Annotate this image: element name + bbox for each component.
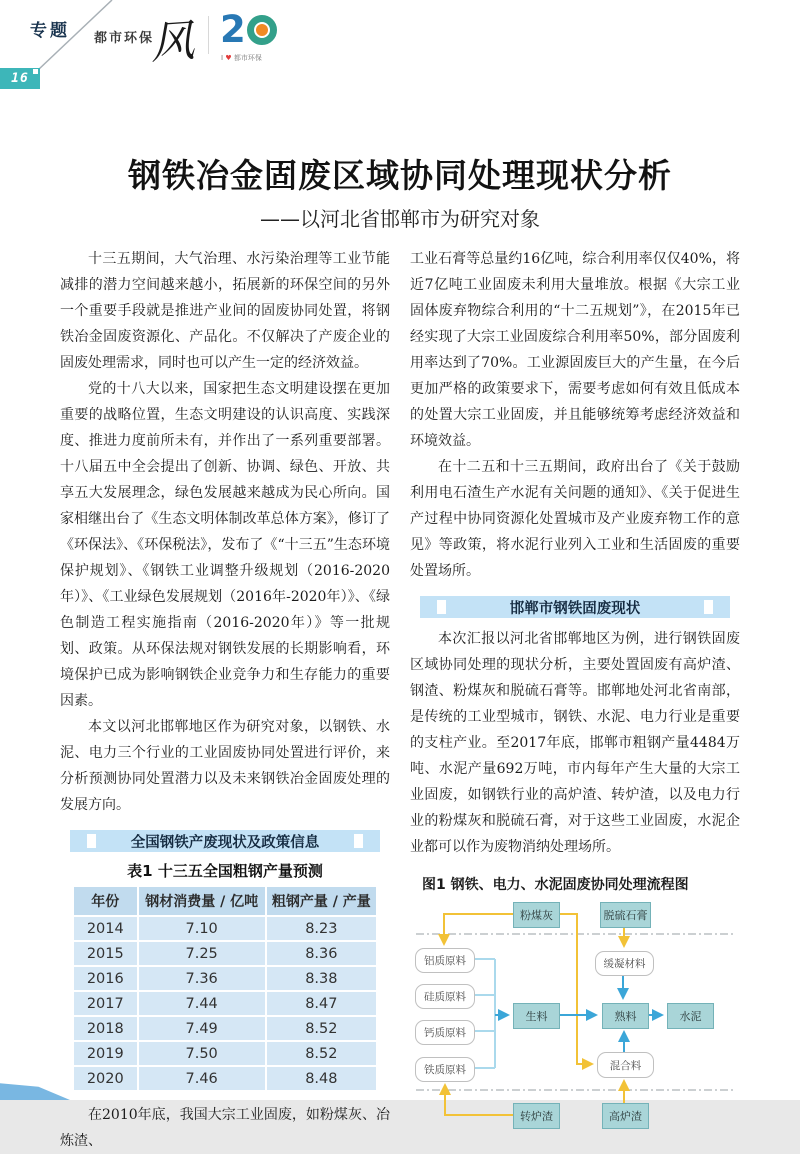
topic-label: 专题 — [30, 21, 70, 41]
badge-notch — [33, 69, 38, 74]
table-row — [74, 1067, 376, 1090]
crude-steel-forecast-table — [72, 885, 378, 1092]
raw-material-bus — [473, 959, 495, 1068]
cell-output: 8.47 — [267, 992, 376, 1015]
table-caption: 表1 十三五全国粗钢产量预测 — [127, 862, 323, 880]
col-header-year: 年份 — [74, 887, 137, 915]
page-number: 16 — [11, 71, 29, 86]
cell-year: 2014 — [74, 917, 137, 940]
col-header-consumption: 钢材消费量 / 亿吨 — [139, 887, 265, 915]
node-blast-furnace-slag: 高炉渣 — [602, 1103, 649, 1129]
right-column — [410, 246, 740, 1133]
cell-output: 8.52 — [267, 1042, 376, 1065]
cell-output: 8.38 — [267, 967, 376, 990]
cell-output: 8.36 — [267, 942, 376, 965]
section-title-handan-status: 邯郸市钢铁固废现状 — [509, 600, 641, 617]
paragraph-left-1: 十三五期间，大气治理、水污染治理等工业节能减排的潜力空间越来越小，拓展新的环保空间的另外一个重要手段就是推进产业间的固废协同处置，将钢铁冶金固废资源化、产品化。不仅解决了产废企业的固废处理需求，同时也可以产生一定的经济效益。 — [60, 251, 390, 371]
figure-caption: 图1 钢铁、电力、水泥固废协同处理流程图 — [422, 877, 689, 893]
cell-output: 8.48 — [267, 1067, 376, 1090]
banner-notch-right — [704, 600, 713, 614]
anniversary-ring-icon — [247, 15, 277, 45]
node-retarder-material: 缓凝材料 — [595, 951, 654, 976]
table-header-row — [74, 887, 376, 915]
table-row — [74, 1042, 376, 1065]
page-subtitle: ——以河北省邯郸市为研究对象 — [260, 207, 540, 231]
node-ferrous-material: 铁质原料 — [415, 1057, 475, 1082]
node-siliceous-material: 硅质原料 — [415, 984, 475, 1009]
tagline-prefix: I — [221, 54, 224, 62]
anniversary-logo — [220, 8, 277, 51]
paragraph-left-2: 党的十八大以来，国家把生态文明建设摆在更加重要的战略位置，生态文明建设的认识高度、实践深度、推进力度前所未有，并作出了一系列重要部署。十八届五中全会提出了创新、协调、绿色、开放、共享五大发展理念，绿色发展越来越成为民心所向。国家相继出台了《生态文明体制改革总体方案》，修订了《环保法》、《环保税法》，发布了《“十三五”生态环境保护规划》、《钢铁工业调整升级规划（2016-2020年）》、《工业绿色发展规划（2016年-2020年）》、《绿色制造工程实施指南（2016-2020年）》等一批规划、政策。从环保法规对钢铁发展的长期影响看，环境保护已成为影响钢铁企业竞争力和生存能力的重要因素。 — [60, 381, 390, 709]
paragraph-left-4: 在2010年底，我国大宗工业固废，如粉煤灰、冶炼渣、 — [60, 1107, 390, 1149]
page-title: 钢铁冶金固废区域协同处理现状分析 — [128, 156, 672, 195]
cell-consumption: 7.44 — [139, 992, 265, 1015]
node-mixture: 混合料 — [597, 1052, 654, 1078]
banner-notch-left — [87, 834, 96, 848]
table-row — [74, 942, 376, 965]
cell-consumption: 7.46 — [139, 1067, 265, 1090]
node-aluminous-material: 铝质原料 — [415, 948, 475, 973]
node-fly-ash: 粉煤灰 — [513, 902, 560, 928]
node-raw-meal: 生料 — [513, 1003, 560, 1029]
section-banner-handan-status — [420, 596, 730, 618]
paragraph-right-2: 在十二五和十三五期间，政府出台了《关于鼓励利用电石渣生产水泥有关问题的通知》、《关于促进生产过程中协同资源化处置城市及产业废弃物工作的意见》等政策，将水泥行业列入工业和生活固废的重要处置场所。 — [410, 459, 740, 579]
page-number-badge — [0, 68, 40, 89]
section-title-national-status: 全国钢铁产废现状及政策信息 — [130, 834, 320, 851]
node-clinker: 熟料 — [602, 1003, 649, 1029]
tagline-suffix: 都市环保 — [233, 54, 262, 62]
cell-output: 8.52 — [267, 1017, 376, 1040]
cell-consumption: 7.49 — [139, 1017, 265, 1040]
cell-year: 2019 — [74, 1042, 137, 1065]
paragraph-right-3: 本次汇报以河北省邯郸地区为例，进行钢铁固废区域协同处理的现状分析，主要处置固废有高炉渣、钢渣、粉煤灰和脱硫石膏等。邯郸地处河北省南部，是传统的工业型城市，钢铁、水泥、电力行业是重要的支柱产业。至2017年底，邯郸市粗钢产量4484万吨、水泥产量692万吨，市内每年产生大量的大宗工业固废，如钢铁行业的高炉渣、转炉渣，以及电力行业的粉煤灰和脱硫石膏，对于这些工业固废，水泥企业都可以作为废物消纳处理场所。 — [410, 631, 740, 855]
cell-year: 2015 — [74, 942, 137, 965]
header-divider — [208, 16, 209, 54]
banner-notch-right — [354, 834, 363, 848]
anniversary-tagline — [221, 53, 262, 63]
cell-consumption: 7.25 — [139, 942, 265, 965]
node-desulfurization-gypsum: 脱硫石膏 — [600, 902, 651, 928]
brand-name: 都市环保 — [94, 31, 155, 46]
anniversary-digit-2: 2 — [220, 8, 246, 51]
table-row — [74, 967, 376, 990]
banner-notch-left — [437, 600, 446, 614]
table-row — [74, 917, 376, 940]
cell-year: 2020 — [74, 1067, 137, 1090]
anniversary-dot-icon — [256, 24, 268, 36]
node-cement: 水泥 — [667, 1003, 714, 1029]
section-banner-national-status — [70, 830, 380, 852]
cell-year: 2017 — [74, 992, 137, 1015]
node-converter-slag: 转炉渣 — [513, 1103, 560, 1129]
cell-consumption: 7.36 — [139, 967, 265, 990]
cell-consumption: 7.10 — [139, 917, 265, 940]
table-row — [74, 992, 376, 1015]
process-flow-diagram — [410, 898, 740, 1133]
col-header-output: 粗钢产量 / 产量 — [267, 887, 376, 915]
paragraph-left-3: 本文以河北邯郸地区作为研究对象，以钢铁、水泥、电力三个行业的工业固废协同处置进行评价，来分析预测协同处置潜力以及未来钢铁冶金固废处理的发展方向。 — [60, 719, 390, 813]
left-column — [60, 246, 390, 1154]
cell-consumption: 7.50 — [139, 1042, 265, 1065]
cell-year: 2016 — [74, 967, 137, 990]
heart-icon: ♥ — [225, 54, 232, 62]
brand-calligraphy-icon: 风 — [148, 15, 197, 70]
paragraph-right-1: 工业石膏等总量约16亿吨，综合利用率仅仅40%，将近7亿吨工业固废未利用大量堆放。根据《大宗工业固体废弃物综合利用的“十二五规划”》，在2015年已经实现了大宗工业固废综合利用率50%，部分固废利用率达到了70%。工业源固废巨大的产生量，在今后更加严格的政策要求下，需要考虑如何有效且低成本的处置大宗工业固废，并且能够统筹考虑经济效益和环境效益。 — [410, 251, 740, 449]
cell-output: 8.23 — [267, 917, 376, 940]
table-row — [74, 1017, 376, 1040]
cell-year: 2018 — [74, 1017, 137, 1040]
node-calcareous-material: 钙质原料 — [415, 1020, 475, 1045]
